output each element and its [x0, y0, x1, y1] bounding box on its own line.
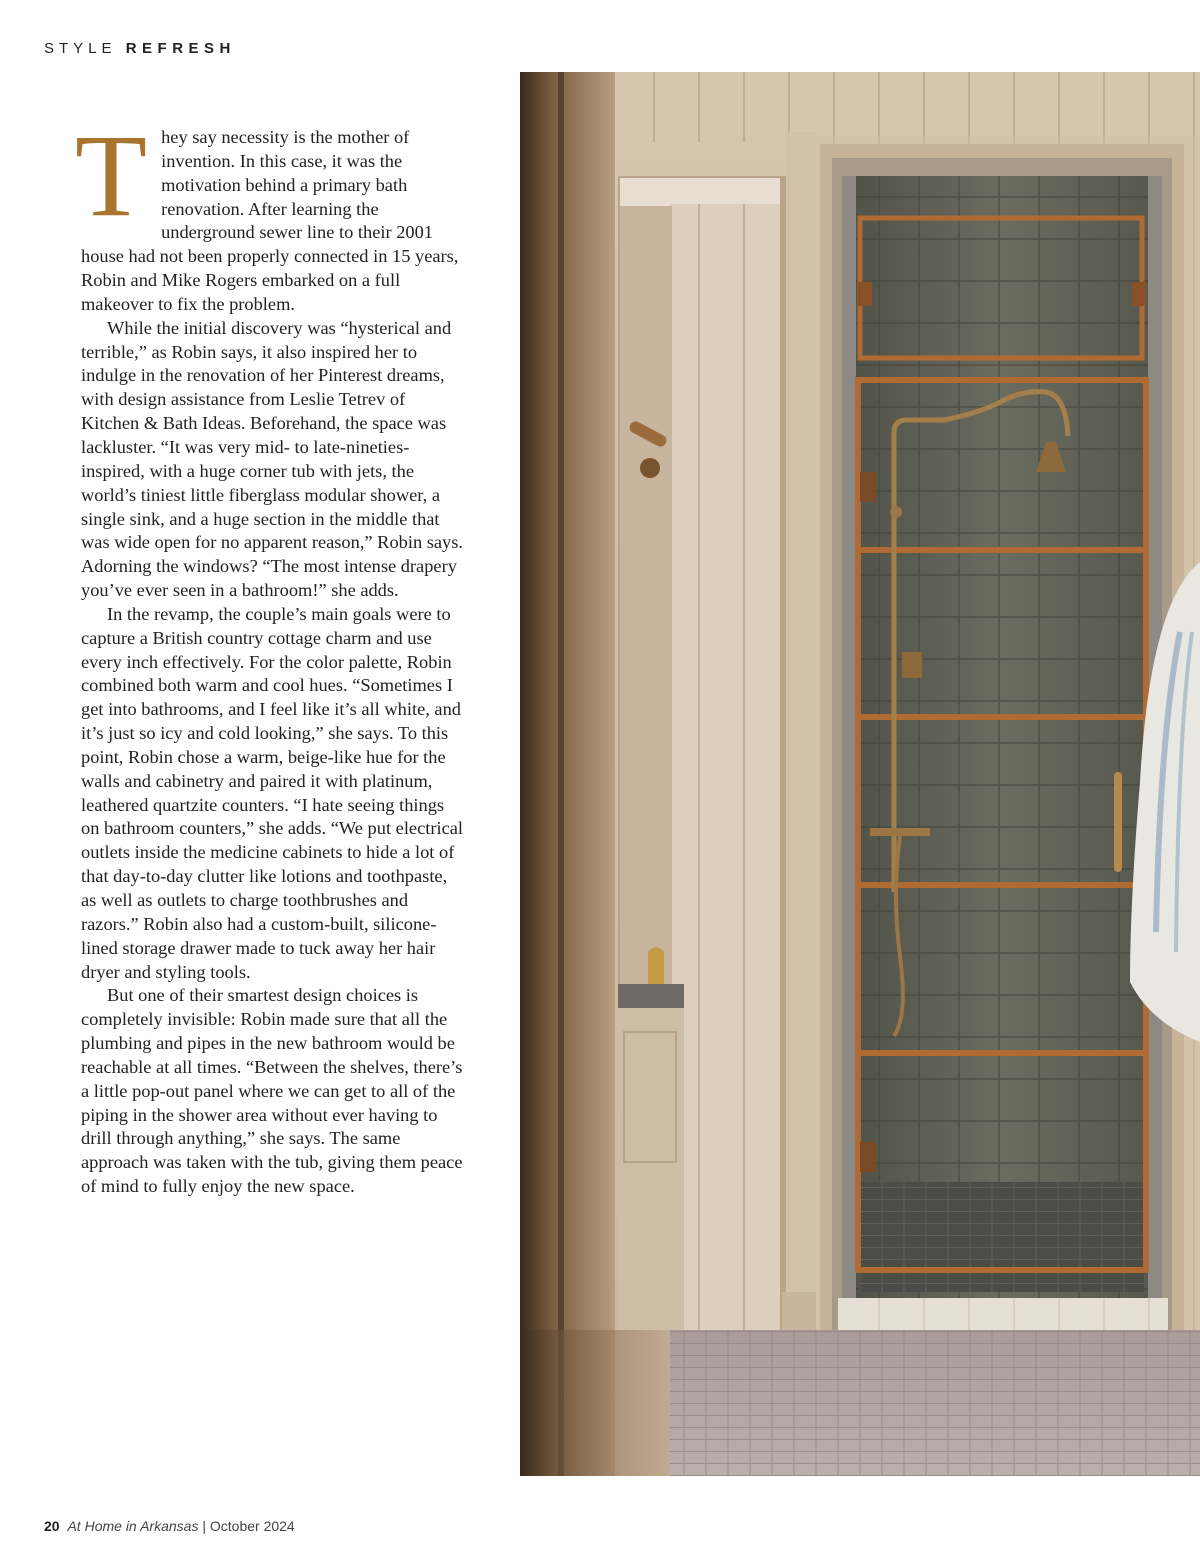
- article-paragraph: But one of their smartest design choices is completely invisible: Robin made sure that all the plumbing and pipes in the new bathroom would be reachable at all times. “Between the shelves, there’s a little pop-out panel where we can get to all of the piping in the shower area without ever having to drill through anything,” she says. The same approach was taken with the tub, giving them peace of mind to fully enjoy the new space.: [81, 985, 463, 1197]
- drop-cap: T: [75, 110, 148, 241]
- article-paragraph: [75, 110, 465, 317]
- page-footer: [44, 1518, 295, 1534]
- paragraph-text: hey say necessity is the mother of invention. In this case, it was the motivation behind a primary bath renovation. After learning the underground sewer line to their 2001 house had not been properly connected in 15 years, Robin and Mike Rogers embarked on a full makeover to fix the problem.: [81, 127, 459, 314]
- article-paragraph: In the revamp, the couple’s main goals were to capture a British country cottage charm and use every inch effectively. For the color palette, Robin combined both warm and cool hues. “Sometimes I get into bathrooms, and I feel like it’s all white, and it’s just so icy and cold looking,” she says. To this point, Robin chose a warm, beige-like hue for the walls and cabinetry and paired it with platinum, leathered quartzite counters. “I hate seeing things on bathroom counters,” she adds. “We put electrical outlets inside the medicine cabinets to hide a lot of that day-to-day clutter like lotions and toothpaste, as well as outlets to charge toothbrushes and razors.” Robin also had a custom-built, silicone-lined storage drawer made to tuck away her hair dryer and styling tools.: [81, 603, 464, 982]
- page-number: 20: [44, 1518, 60, 1534]
- article-paragraph: While the initial discovery was “hysterical and terrible,” as Robin says, it also inspired her to indulge in the renovation of her Pinterest dreams, with design assistance from Leslie Tetrev of Kitchen & Bath Ideas. Beforehand, the space was lackluster. “It was very mid- to late-nineties-inspired, with a huge corner tub with jets, the world’s tiniest little fiberglass modular shower, a single sink, and a huge section in the middle that was wide open for no apparent reason,” Robin says. Adorning the windows? “The most intense drapery you’ve ever seen in a bathroom!” she adds.: [81, 317, 464, 601]
- section-label: [44, 40, 236, 57]
- section-label-bold: REFRESH: [125, 40, 236, 57]
- magazine-name: At Home in Arkansas: [67, 1518, 199, 1534]
- section-label-light: STYLE: [44, 40, 117, 57]
- bathroom-shower-photo: [520, 72, 1200, 1476]
- issue-date: October 2024: [209, 1518, 295, 1534]
- article-body: [75, 110, 465, 1199]
- footer-separator: |: [198, 1518, 210, 1534]
